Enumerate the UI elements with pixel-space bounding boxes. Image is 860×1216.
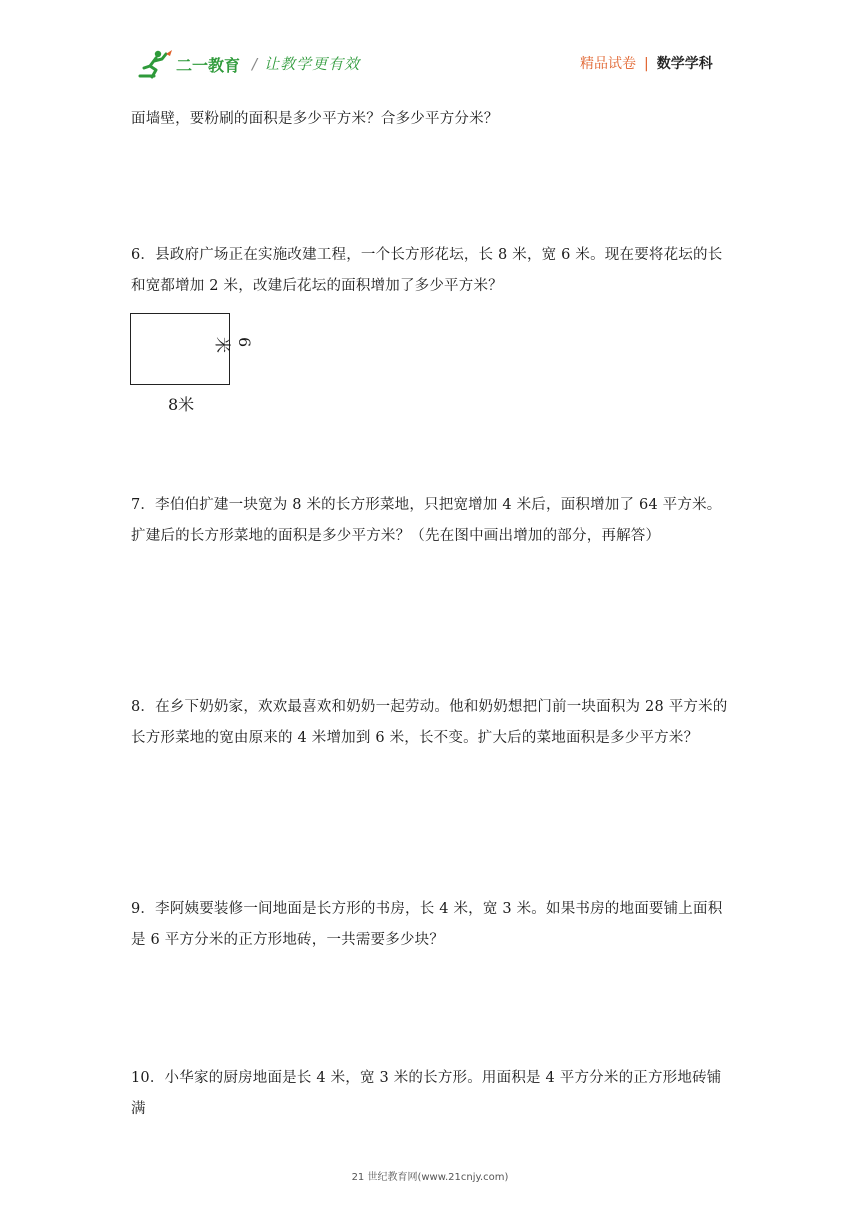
brand-logo (136, 46, 256, 82)
paragraph-continued: 面墙壁，要粉刷的面积是多少平方米？合多少平方分米？ (131, 111, 499, 127)
page-footer: 21 世纪教育网(www.21cnjy.com) (351, 1172, 509, 1183)
rectangle-figure (130, 313, 260, 413)
tag-separator: | (644, 56, 649, 72)
runner-logo-icon (136, 46, 256, 82)
width-label: 6米 (213, 337, 254, 354)
question-10: 10．小华家的厨房地面是长 4 米，宽 3 米的长方形。用面积是 4 平方分米的正方形地砖铺满 (131, 1070, 722, 1117)
question-9: 9．李阿姨要装修一间地面是长方形的书房，长 4 米，宽 3 米。如果书房的地面要铺上面积是 6 平方分米的正方形地砖，一共需要多少块？ (131, 901, 723, 948)
question-7: 7．李伯伯扩建一块宽为 8 米的长方形菜地，只把宽增加 4 米后，面积增加了 64 平方米。扩建后的长方形菜地的面积是多少平方米？（先在图中画出增加的部分，再解答） (131, 497, 722, 544)
slogan-text: 让教学更有效 (264, 55, 361, 73)
question-8: 8．在乡下奶奶家，欢欢最喜欢和奶奶一起劳动。他和奶奶想把门前一块面积为 28 平方米的长方形菜地的宽由原来的 4 米增加到 6 米，长不变。扩大后的菜地面积是多少平方米？ (131, 699, 728, 746)
slogan: / 让教学更有效 (252, 55, 361, 73)
header-tags (580, 53, 713, 73)
length-label: 8米 (168, 395, 195, 414)
page-header (0, 0, 860, 92)
tag-subject: 数学学科 (656, 56, 713, 72)
logo-text: 二一教育 (176, 56, 241, 75)
question-6: 6．县政府广场正在实施改建工程，一个长方形花坛，长 8 米，宽 6 米。现在要将花坛的长和宽都增加 2 米，改建后花坛的面积增加了多少平方米？ (131, 247, 723, 294)
tag-premium-paper: 精品试卷 (580, 56, 636, 72)
